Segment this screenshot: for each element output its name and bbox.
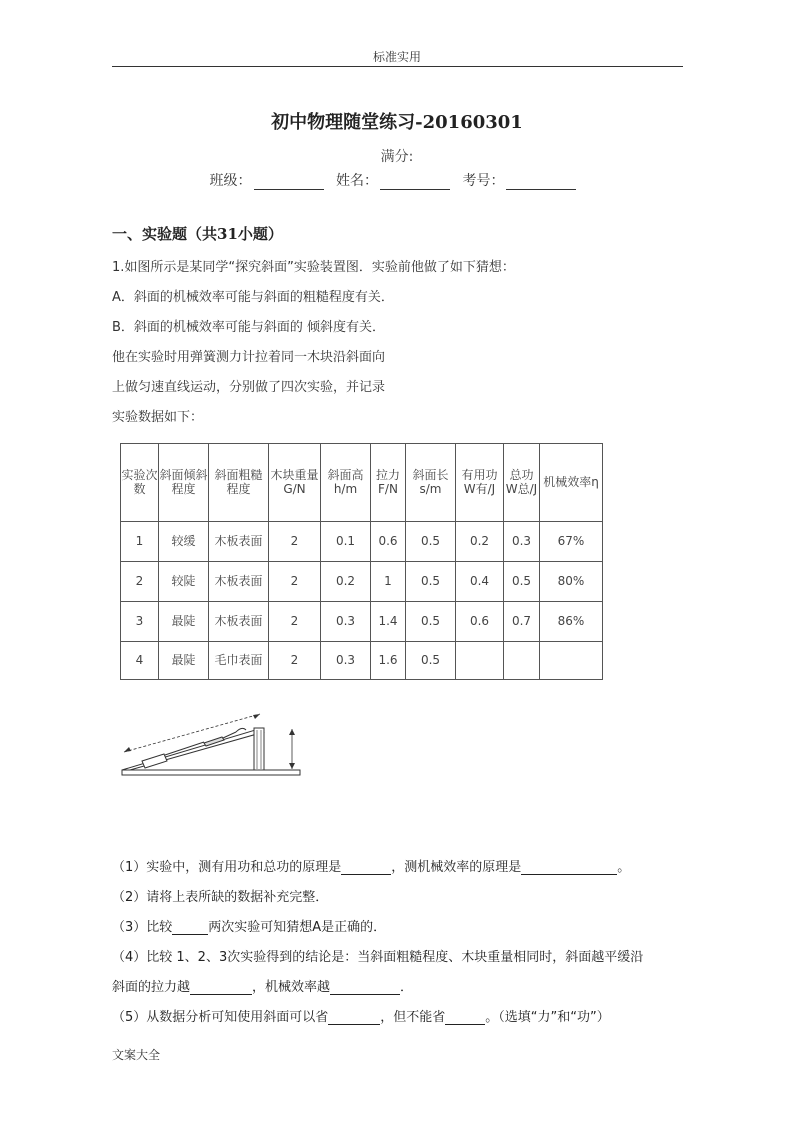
- header-cell: 斜面高h/m: [321, 444, 371, 522]
- table-cell: 木板表面: [209, 562, 269, 602]
- table-cell: 0.6: [456, 602, 504, 642]
- question-2: （2）请将上表所缺的数据补充完整．: [112, 890, 329, 905]
- question-5: （5）从数据分析可知使用斜面可以省 ，但不能省 。（选填“力”和“功”）: [112, 1010, 610, 1025]
- table-cell: 1: [371, 562, 406, 602]
- table-cell: 0.7: [504, 602, 540, 642]
- table-cell: 最陡: [159, 642, 209, 680]
- table-cell: 67%: [540, 522, 603, 562]
- question-1: （1）实验中，测有用功和总功的原理是 ，测机械效率的原理是 。: [112, 860, 631, 875]
- table-cell: 2: [121, 562, 159, 602]
- support-block: [254, 728, 264, 770]
- table-cell: 0.3: [321, 642, 371, 680]
- table-cell: 0.3: [504, 522, 540, 562]
- table-cell: 0.5: [406, 642, 456, 680]
- answer-blank[interactable]: [172, 921, 208, 935]
- number-blank[interactable]: [506, 175, 576, 190]
- header-cell: 斜面倾斜程度: [159, 444, 209, 522]
- name-blank[interactable]: [380, 175, 450, 190]
- wooden-block: [142, 754, 167, 768]
- table-cell: 1.6: [371, 642, 406, 680]
- header-cell: 机械效率η: [540, 444, 603, 522]
- table-cell: 80%: [540, 562, 603, 602]
- class-label: 班级：: [209, 173, 252, 189]
- data-table: [120, 443, 603, 680]
- answer-blank[interactable]: [445, 1011, 485, 1025]
- question-4: （4）比较 1、2、3次实验得到的结论是：当斜面粗糙程度、木块重量相同时，斜面越平缓沿: [112, 950, 644, 965]
- table-cell[interactable]: [540, 642, 603, 680]
- table-cell[interactable]: [504, 642, 540, 680]
- score-label: 满分:: [380, 149, 414, 165]
- intro-line: 他在实验时用弹簧测力计拉着同一木块沿斜面向: [112, 350, 386, 365]
- table-cell: 86%: [540, 602, 603, 642]
- answer-blank[interactable]: [341, 861, 391, 875]
- incline-apparatus-diagram: [112, 712, 312, 778]
- table-row: [121, 562, 603, 602]
- table-cell: 0.2: [321, 562, 371, 602]
- table-cell: 1: [121, 522, 159, 562]
- header-cell: 斜面粗糙程度: [209, 444, 269, 522]
- intro-line: 实验数据如下：: [112, 410, 204, 425]
- table-header-row: [121, 444, 603, 522]
- question-3: （3）比较 两次实验可知猜想A是正确的．: [112, 920, 387, 935]
- table-cell: 4: [121, 642, 159, 680]
- header-cell: 有用功W有/J: [456, 444, 504, 522]
- section-title: 一、实验题（共31小题）: [112, 225, 283, 243]
- table-cell: 2: [269, 522, 321, 562]
- table-cell: 2: [269, 562, 321, 602]
- answer-blank[interactable]: [330, 981, 400, 995]
- hand-hook: [236, 728, 246, 732]
- answer-blank[interactable]: [328, 1011, 380, 1025]
- table-row: [121, 642, 603, 680]
- header-cell: 总功W总/J: [504, 444, 540, 522]
- table-cell: 木板表面: [209, 602, 269, 642]
- table-cell: 较陡: [159, 562, 209, 602]
- table-row: [121, 602, 603, 642]
- table-cell[interactable]: [456, 642, 504, 680]
- table-cell: 1.4: [371, 602, 406, 642]
- header-divider: [112, 66, 683, 67]
- table-cell: 0.5: [406, 602, 456, 642]
- intro-line: A．斜面的机械效率可能与斜面的粗糙程度有关．: [112, 290, 394, 305]
- page-footer: 文案大全: [112, 1048, 161, 1062]
- intro-line: 1.如图所示是某同学“探究斜面”实验装置图．实验前他做了如下猜想：: [112, 260, 515, 275]
- number-label: 考号：: [462, 173, 505, 189]
- student-info-row: [0, 170, 794, 190]
- header-cell: 斜面长s/m: [406, 444, 456, 522]
- table-cell: 2: [269, 602, 321, 642]
- table-cell: 较缓: [159, 522, 209, 562]
- table-cell: 3: [121, 602, 159, 642]
- header-cell: 拉力F/N: [371, 444, 406, 522]
- page-title: 初中物理随堂练习-20160301: [271, 112, 523, 133]
- table-row: [121, 522, 603, 562]
- table-cell: 0.5: [504, 562, 540, 602]
- table-cell: 0.1: [321, 522, 371, 562]
- table-cell: 0.2: [456, 522, 504, 562]
- table-cell: 0.5: [406, 562, 456, 602]
- table-cell: 最陡: [159, 602, 209, 642]
- table-cell: 0.5: [406, 522, 456, 562]
- table-cell: 2: [269, 642, 321, 680]
- base-board: [122, 770, 300, 775]
- intro-line: 上做匀速直线运动，分别做了四次实验，并记录: [112, 380, 386, 395]
- class-blank[interactable]: [254, 175, 324, 190]
- table-cell: 毛巾表面: [209, 642, 269, 680]
- answer-blank[interactable]: [190, 981, 252, 995]
- question-4-continued: 斜面的拉力越 ，机械效率越 ．: [112, 980, 414, 995]
- table-cell: 0.3: [321, 602, 371, 642]
- page-header: 标准实用: [372, 50, 421, 64]
- intro-line: B．斜面的机械效率可能与斜面的 倾斜度有关．: [112, 320, 386, 335]
- table-cell: 0.6: [371, 522, 406, 562]
- answer-blank[interactable]: [521, 861, 617, 875]
- table-cell: 0.4: [456, 562, 504, 602]
- header-cell: 木块重量G/N: [269, 444, 321, 522]
- name-label: 姓名：: [336, 173, 378, 189]
- header-cell: 实验次数: [121, 444, 159, 522]
- table-cell: 木板表面: [209, 522, 269, 562]
